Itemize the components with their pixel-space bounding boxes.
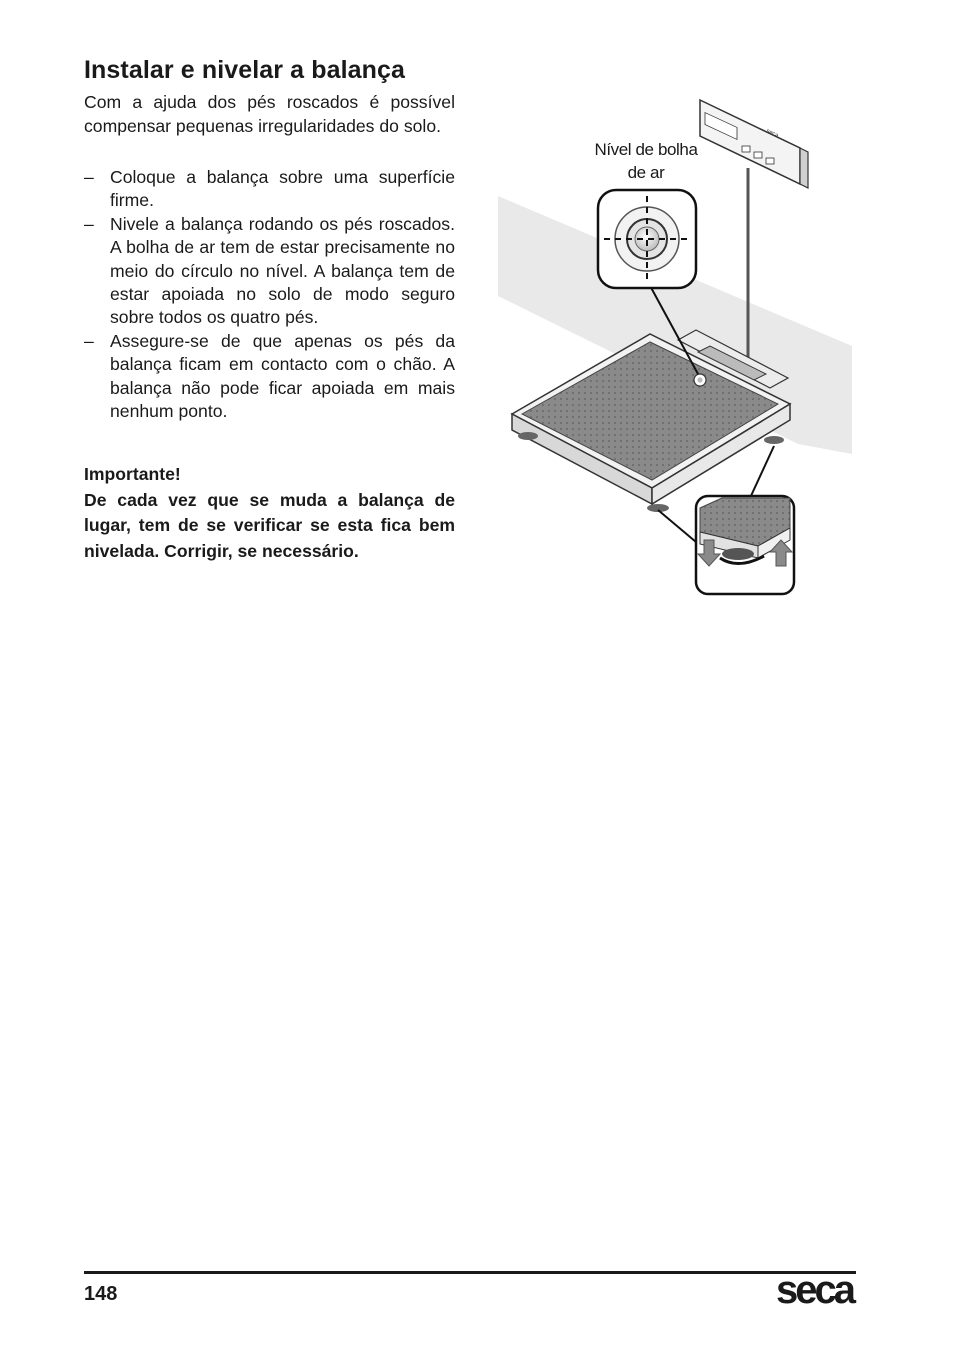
list-dash: – xyxy=(84,167,94,187)
seca-logo: seca xyxy=(776,1268,853,1312)
label-line-1: Nível de bolha xyxy=(594,140,698,159)
footer-rule xyxy=(84,1271,856,1274)
list-item-text: Coloque a balança sobre uma superfície firme. xyxy=(110,167,455,211)
label-line-2: de ar xyxy=(627,163,665,182)
list-item-text: Nivele a balança rodando os pés roscados. A bolha de ar tem de estar precisamente no meio do círculo no nível. A balança tem de estar apoiada no solo de modo seguro sobre todos os quatro pés. xyxy=(110,213,455,328)
instruction-list xyxy=(84,166,455,423)
list-dash: – xyxy=(84,213,94,234)
foot-front-left xyxy=(518,432,538,440)
display-unit xyxy=(700,100,808,188)
intro-paragraph: Com a ajuda dos pés roscados é possível compensar pequenas irregularidades do solo. xyxy=(84,92,455,136)
list-item-text: Assegure-se de que apenas os pés da balança ficam em contacto com o chão. A balança não pode ficar apoiada em mais nenhum ponto. xyxy=(110,330,455,422)
foot-back-right xyxy=(764,436,784,444)
important-note xyxy=(84,462,455,564)
foot-zoom xyxy=(696,496,794,594)
display-brand: seca xyxy=(765,128,780,140)
list-item xyxy=(84,166,455,213)
page-number: 148 xyxy=(84,1283,118,1305)
bubble-level-zoom xyxy=(598,190,696,288)
page-title: Instalar e nivelar a balança xyxy=(84,56,406,84)
important-text: De cada vez que se muda a balança de lugar, tem de se verificar se esta fica bem nivelada. Corrigir, se necessário. xyxy=(84,489,455,561)
scale-illustration xyxy=(498,96,854,598)
list-dash: – xyxy=(84,330,94,351)
scale-platform xyxy=(512,330,790,512)
list-item xyxy=(84,330,455,424)
list-item xyxy=(84,213,455,330)
important-heading: Importante! xyxy=(84,464,181,484)
